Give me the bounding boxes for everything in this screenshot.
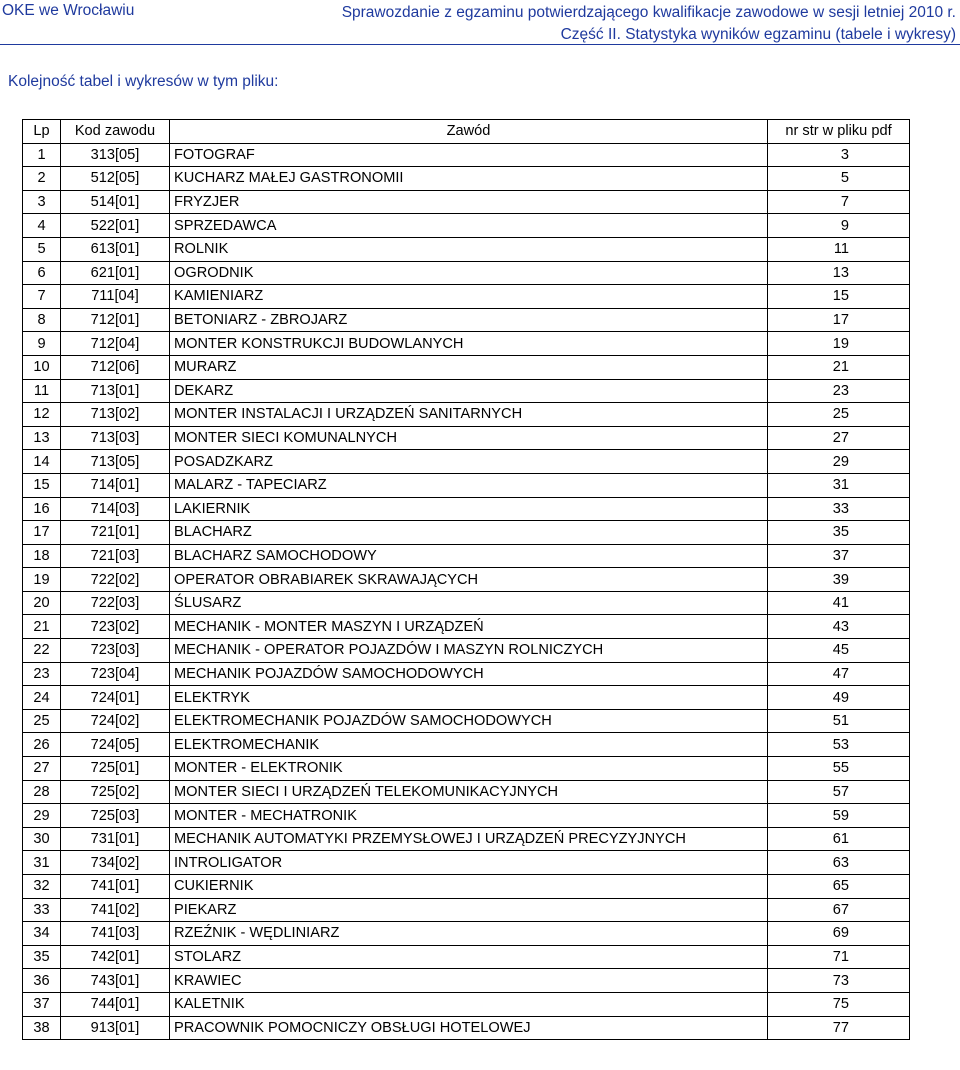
column-header-zawod: Zawód bbox=[170, 120, 768, 144]
cell-zawod: ROLNIK bbox=[170, 237, 768, 261]
cell-zawod: KAMIENIARZ bbox=[170, 285, 768, 309]
cell-page-number: 7 bbox=[768, 190, 910, 214]
cell-lp: 23 bbox=[23, 662, 61, 686]
column-header-lp: Lp bbox=[23, 120, 61, 144]
cell-zawod: MONTER SIECI I URZĄDZEŃ TELEKOMUNIKACYJNYCH bbox=[170, 780, 768, 804]
cell-kod-zawodu: 741[01] bbox=[61, 875, 170, 899]
table-row bbox=[23, 521, 910, 545]
contents-table bbox=[22, 119, 910, 1040]
header-report-title bbox=[342, 2, 956, 46]
cell-zawod: RZEŹNIK - WĘDLINIARZ bbox=[170, 922, 768, 946]
cell-zawod: MECHANIK - MONTER MASZYN I URZĄDZEŃ bbox=[170, 615, 768, 639]
table-row bbox=[23, 898, 910, 922]
cell-kod-zawodu: 512[05] bbox=[61, 167, 170, 191]
cell-kod-zawodu: 724[02] bbox=[61, 709, 170, 733]
table-row bbox=[23, 473, 910, 497]
cell-lp: 28 bbox=[23, 780, 61, 804]
table-row bbox=[23, 355, 910, 379]
table-row bbox=[23, 639, 910, 663]
cell-page-number: 17 bbox=[768, 308, 910, 332]
table-row bbox=[23, 261, 910, 285]
cell-zawod: MECHANIK POJAZDÓW SAMOCHODOWYCH bbox=[170, 662, 768, 686]
table-row bbox=[23, 143, 910, 167]
table-row bbox=[23, 780, 910, 804]
cell-page-number: 73 bbox=[768, 969, 910, 993]
cell-page-number: 9 bbox=[768, 214, 910, 238]
cell-kod-zawodu: 713[02] bbox=[61, 403, 170, 427]
cell-lp: 31 bbox=[23, 851, 61, 875]
cell-kod-zawodu: 714[03] bbox=[61, 497, 170, 521]
cell-zawod: ŚLUSARZ bbox=[170, 591, 768, 615]
table-row bbox=[23, 426, 910, 450]
cell-lp: 38 bbox=[23, 1016, 61, 1040]
cell-lp: 30 bbox=[23, 827, 61, 851]
cell-kod-zawodu: 722[03] bbox=[61, 591, 170, 615]
cell-zawod: FOTOGRAF bbox=[170, 143, 768, 167]
table-row bbox=[23, 167, 910, 191]
cell-zawod: STOLARZ bbox=[170, 945, 768, 969]
cell-zawod: OPERATOR OBRABIAREK SKRAWAJĄCYCH bbox=[170, 568, 768, 592]
cell-page-number: 25 bbox=[768, 403, 910, 427]
cell-kod-zawodu: 741[03] bbox=[61, 922, 170, 946]
table-row bbox=[23, 332, 910, 356]
cell-lp: 34 bbox=[23, 922, 61, 946]
table-row bbox=[23, 190, 910, 214]
cell-kod-zawodu: 722[02] bbox=[61, 568, 170, 592]
cell-zawod: ELEKTROMECHANIK bbox=[170, 733, 768, 757]
cell-kod-zawodu: 723[04] bbox=[61, 662, 170, 686]
cell-zawod: PIEKARZ bbox=[170, 898, 768, 922]
cell-kod-zawodu: 731[01] bbox=[61, 827, 170, 851]
cell-kod-zawodu: 613[01] bbox=[61, 237, 170, 261]
cell-lp: 24 bbox=[23, 686, 61, 710]
cell-page-number: 3 bbox=[768, 143, 910, 167]
cell-lp: 10 bbox=[23, 355, 61, 379]
cell-page-number: 55 bbox=[768, 757, 910, 781]
cell-page-number: 77 bbox=[768, 1016, 910, 1040]
table-row bbox=[23, 497, 910, 521]
cell-kod-zawodu: 711[04] bbox=[61, 285, 170, 309]
table-row bbox=[23, 969, 910, 993]
cell-zawod: MONTER - MECHATRONIK bbox=[170, 804, 768, 828]
cell-zawod: BETONIARZ - ZBROJARZ bbox=[170, 308, 768, 332]
cell-zawod: PRACOWNIK POMOCNICZY OBSŁUGI HOTELOWEJ bbox=[170, 1016, 768, 1040]
cell-page-number: 49 bbox=[768, 686, 910, 710]
cell-zawod: KUCHARZ MAŁEJ GASTRONOMII bbox=[170, 167, 768, 191]
cell-page-number: 15 bbox=[768, 285, 910, 309]
cell-zawod: ELEKTROMECHANIK POJAZDÓW SAMOCHODOWYCH bbox=[170, 709, 768, 733]
table-row bbox=[23, 214, 910, 238]
cell-page-number: 59 bbox=[768, 804, 910, 828]
cell-kod-zawodu: 743[01] bbox=[61, 969, 170, 993]
cell-lp: 22 bbox=[23, 639, 61, 663]
cell-kod-zawodu: 713[01] bbox=[61, 379, 170, 403]
cell-zawod: FRYZJER bbox=[170, 190, 768, 214]
cell-page-number: 23 bbox=[768, 379, 910, 403]
cell-lp: 29 bbox=[23, 804, 61, 828]
cell-kod-zawodu: 742[01] bbox=[61, 945, 170, 969]
cell-lp: 19 bbox=[23, 568, 61, 592]
cell-page-number: 19 bbox=[768, 332, 910, 356]
cell-page-number: 35 bbox=[768, 521, 910, 545]
cell-page-number: 75 bbox=[768, 992, 910, 1016]
cell-zawod: DEKARZ bbox=[170, 379, 768, 403]
cell-lp: 6 bbox=[23, 261, 61, 285]
cell-lp: 1 bbox=[23, 143, 61, 167]
cell-zawod: MONTER SIECI KOMUNALNYCH bbox=[170, 426, 768, 450]
table-row bbox=[23, 568, 910, 592]
cell-kod-zawodu: 724[01] bbox=[61, 686, 170, 710]
cell-lp: 36 bbox=[23, 969, 61, 993]
cell-lp: 7 bbox=[23, 285, 61, 309]
cell-lp: 37 bbox=[23, 992, 61, 1016]
cell-page-number: 13 bbox=[768, 261, 910, 285]
cell-kod-zawodu: 522[01] bbox=[61, 214, 170, 238]
cell-kod-zawodu: 723[02] bbox=[61, 615, 170, 639]
cell-kod-zawodu: 913[01] bbox=[61, 1016, 170, 1040]
cell-kod-zawodu: 721[01] bbox=[61, 521, 170, 545]
cell-kod-zawodu: 721[03] bbox=[61, 544, 170, 568]
table-row bbox=[23, 285, 910, 309]
cell-lp: 13 bbox=[23, 426, 61, 450]
cell-page-number: 45 bbox=[768, 639, 910, 663]
cell-page-number: 53 bbox=[768, 733, 910, 757]
cell-zawod: MURARZ bbox=[170, 355, 768, 379]
cell-page-number: 71 bbox=[768, 945, 910, 969]
cell-page-number: 29 bbox=[768, 450, 910, 474]
cell-zawod: MALARZ - TAPECIARZ bbox=[170, 473, 768, 497]
cell-lp: 25 bbox=[23, 709, 61, 733]
cell-zawod: MONTER INSTALACJI I URZĄDZEŃ SANITARNYCH bbox=[170, 403, 768, 427]
cell-lp: 9 bbox=[23, 332, 61, 356]
cell-lp: 4 bbox=[23, 214, 61, 238]
table-row bbox=[23, 733, 910, 757]
cell-lp: 27 bbox=[23, 757, 61, 781]
cell-lp: 21 bbox=[23, 615, 61, 639]
cell-kod-zawodu: 723[03] bbox=[61, 639, 170, 663]
cell-kod-zawodu: 712[01] bbox=[61, 308, 170, 332]
cell-page-number: 5 bbox=[768, 167, 910, 191]
cell-zawod: ELEKTRYK bbox=[170, 686, 768, 710]
cell-lp: 3 bbox=[23, 190, 61, 214]
cell-lp: 17 bbox=[23, 521, 61, 545]
cell-zawod: KRAWIEC bbox=[170, 969, 768, 993]
table-row bbox=[23, 804, 910, 828]
cell-lp: 8 bbox=[23, 308, 61, 332]
cell-page-number: 21 bbox=[768, 355, 910, 379]
table-row bbox=[23, 709, 910, 733]
cell-zawod: CUKIERNIK bbox=[170, 875, 768, 899]
header-divider bbox=[0, 44, 960, 45]
cell-kod-zawodu: 725[03] bbox=[61, 804, 170, 828]
cell-zawod: INTROLIGATOR bbox=[170, 851, 768, 875]
table-header-row bbox=[23, 120, 910, 144]
cell-page-number: 41 bbox=[768, 591, 910, 615]
cell-page-number: 69 bbox=[768, 922, 910, 946]
cell-kod-zawodu: 725[02] bbox=[61, 780, 170, 804]
cell-zawod: MECHANIK - OPERATOR POJAZDÓW I MASZYN ROLNICZYCH bbox=[170, 639, 768, 663]
cell-kod-zawodu: 313[05] bbox=[61, 143, 170, 167]
table-row bbox=[23, 686, 910, 710]
cell-lp: 32 bbox=[23, 875, 61, 899]
cell-page-number: 11 bbox=[768, 237, 910, 261]
column-header-kod-zawodu: Kod zawodu bbox=[61, 120, 170, 144]
cell-zawod: LAKIERNIK bbox=[170, 497, 768, 521]
cell-kod-zawodu: 713[03] bbox=[61, 426, 170, 450]
cell-kod-zawodu: 514[01] bbox=[61, 190, 170, 214]
intro-text: Kolejność tabel i wykresów w tym pliku: bbox=[8, 73, 279, 90]
cell-page-number: 27 bbox=[768, 426, 910, 450]
cell-page-number: 51 bbox=[768, 709, 910, 733]
cell-zawod: BLACHARZ SAMOCHODOWY bbox=[170, 544, 768, 568]
column-header-page-number: nr str w pliku pdf bbox=[768, 120, 910, 144]
table-row bbox=[23, 615, 910, 639]
cell-page-number: 33 bbox=[768, 497, 910, 521]
cell-zawod: MONTER KONSTRUKCJI BUDOWLANYCH bbox=[170, 332, 768, 356]
cell-zawod: OGRODNIK bbox=[170, 261, 768, 285]
cell-zawod: BLACHARZ bbox=[170, 521, 768, 545]
cell-lp: 33 bbox=[23, 898, 61, 922]
cell-lp: 35 bbox=[23, 945, 61, 969]
cell-zawod: MONTER - ELEKTRONIK bbox=[170, 757, 768, 781]
header-org-name: OKE we Wrocławiu bbox=[2, 2, 135, 19]
table-body bbox=[23, 143, 910, 1040]
cell-lp: 18 bbox=[23, 544, 61, 568]
cell-page-number: 43 bbox=[768, 615, 910, 639]
cell-lp: 2 bbox=[23, 167, 61, 191]
table-row bbox=[23, 308, 910, 332]
cell-page-number: 57 bbox=[768, 780, 910, 804]
cell-page-number: 31 bbox=[768, 473, 910, 497]
cell-page-number: 47 bbox=[768, 662, 910, 686]
cell-lp: 5 bbox=[23, 237, 61, 261]
cell-page-number: 63 bbox=[768, 851, 910, 875]
cell-lp: 12 bbox=[23, 403, 61, 427]
table-row bbox=[23, 450, 910, 474]
cell-kod-zawodu: 724[05] bbox=[61, 733, 170, 757]
table-row bbox=[23, 922, 910, 946]
cell-kod-zawodu: 744[01] bbox=[61, 992, 170, 1016]
cell-page-number: 61 bbox=[768, 827, 910, 851]
table-row bbox=[23, 827, 910, 851]
cell-kod-zawodu: 714[01] bbox=[61, 473, 170, 497]
cell-page-number: 37 bbox=[768, 544, 910, 568]
cell-zawod: KALETNIK bbox=[170, 992, 768, 1016]
cell-page-number: 67 bbox=[768, 898, 910, 922]
cell-kod-zawodu: 725[01] bbox=[61, 757, 170, 781]
table-row bbox=[23, 992, 910, 1016]
table-row bbox=[23, 1016, 910, 1040]
cell-lp: 20 bbox=[23, 591, 61, 615]
cell-page-number: 65 bbox=[768, 875, 910, 899]
header-report-title-line2: Część II. Statystyka wyników egzaminu (tabele i wykresy) bbox=[560, 26, 956, 43]
table-row bbox=[23, 875, 910, 899]
table-row bbox=[23, 662, 910, 686]
cell-lp: 11 bbox=[23, 379, 61, 403]
table-row bbox=[23, 544, 910, 568]
table-row bbox=[23, 403, 910, 427]
cell-kod-zawodu: 621[01] bbox=[61, 261, 170, 285]
cell-kod-zawodu: 741[02] bbox=[61, 898, 170, 922]
cell-lp: 26 bbox=[23, 733, 61, 757]
cell-page-number: 39 bbox=[768, 568, 910, 592]
table-row bbox=[23, 757, 910, 781]
cell-lp: 16 bbox=[23, 497, 61, 521]
table-row bbox=[23, 379, 910, 403]
cell-lp: 14 bbox=[23, 450, 61, 474]
cell-kod-zawodu: 734[02] bbox=[61, 851, 170, 875]
cell-kod-zawodu: 712[04] bbox=[61, 332, 170, 356]
table-row bbox=[23, 237, 910, 261]
cell-zawod: SPRZEDAWCA bbox=[170, 214, 768, 238]
table-row bbox=[23, 851, 910, 875]
cell-zawod: MECHANIK AUTOMATYKI PRZEMYSŁOWEJ I URZĄDZEŃ PRECYZYJNYCH bbox=[170, 827, 768, 851]
header-report-title-line1: Sprawozdanie z egzaminu potwierdzającego kwalifikacje zawodowe w sesji letniej 2010 r. bbox=[341, 4, 956, 21]
table-row bbox=[23, 945, 910, 969]
cell-kod-zawodu: 713[05] bbox=[61, 450, 170, 474]
cell-kod-zawodu: 712[06] bbox=[61, 355, 170, 379]
table-row bbox=[23, 591, 910, 615]
cell-zawod: POSADZKARZ bbox=[170, 450, 768, 474]
cell-lp: 15 bbox=[23, 473, 61, 497]
